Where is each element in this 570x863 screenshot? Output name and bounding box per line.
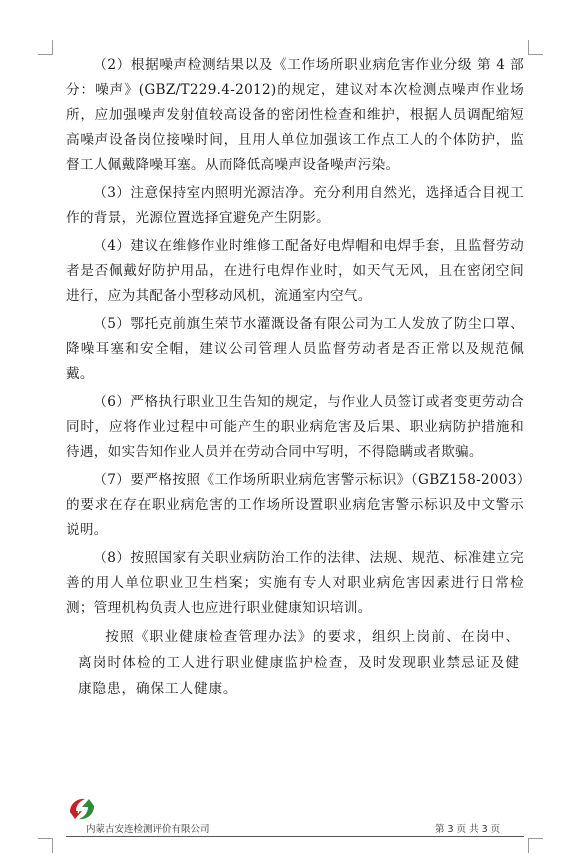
crop-mark-bottom-right: [528, 838, 543, 853]
paragraph-lighting: （3）注意保持室内照明光源洁净。充分利用自然光，选择适合目视工作的背景，光源位置选择宜避免产生阴影。: [66, 185, 524, 226]
crop-mark-top-left: [38, 40, 53, 55]
page-footer: [0, 790, 570, 840]
footer-divider: [66, 836, 524, 837]
paragraph-warning-signs: （7）要严格按照《工作场所职业病危害警示标识》（GBZ158-2003）的要求在存在职业病危害的工作场所设置职业病危害警示标识及中文警示说明。: [66, 472, 524, 538]
company-logo-icon: [66, 796, 98, 822]
paragraph-welding: （4）建议在维修作业时维修工配备好电焊帽和电焊手套，且监督劳动者是否佩戴好防护用品，在进行电焊作业时，如天气无风，且在密闭空间进行，应为其配备小型移动风机，流通室内空气。: [66, 238, 524, 304]
paragraph-health-check: 按照《职业健康检查管理办法》的要求，组织上岗前、在岗中、离岗时体检的工人进行职业健康监护检查，及时发现职业禁忌证及健康隐患，确保工人健康。: [78, 629, 520, 697]
crop-mark-top-right: [528, 40, 543, 55]
document-body: [66, 53, 524, 705]
paragraph-archives: （8）按照国家有关职业病防治工作的法律、法规、规范、标准建立完善的用人单位职业卫生档案；实施有专人对职业病危害因素进行日常检测；管理机构负责人也应进行职业健康知识培训。: [66, 550, 524, 616]
paragraph-notification: （6）严格执行职业卫生告知的规定，与作业人员签订或者变更劳动合同时，应将作业过程中可能产生的职业病危害及后果、职业病防护措施和待遇，如实告知作业人员并在劳动合同中写明，不得隐瞒或者欺骗。: [66, 394, 524, 460]
crop-mark-bottom-left: [38, 838, 53, 853]
footer-company-name: 内蒙古安连检测评价有限公司: [86, 824, 210, 835]
paragraph-noise: （2）根据噪声检测结果以及《工作场所职业病危害作业分级 第 4 部分：噪声》(GBZ/T229.4-2012)的规定，建议对本次检测点噪声作业场所，应加强噪声发射值较高设备的密闭性检查和维护，根据人员调配缩短高噪声设备岗位接噪时间，且用人单位加强该工作点工人的个体防护，监督工人佩戴降噪耳塞。从而降低高噪声设备噪声污染。: [66, 57, 524, 173]
paragraph-protective-equipment: （5）鄂托克前旗生荣节水灌溉设备有限公司为工人发放了防尘口罩、降噪耳塞和安全帽，建议公司管理人员监督劳动者是否正常以及规范佩戴。: [66, 316, 524, 382]
footer-page-number: 第 3 页 共 3 页: [435, 824, 501, 835]
